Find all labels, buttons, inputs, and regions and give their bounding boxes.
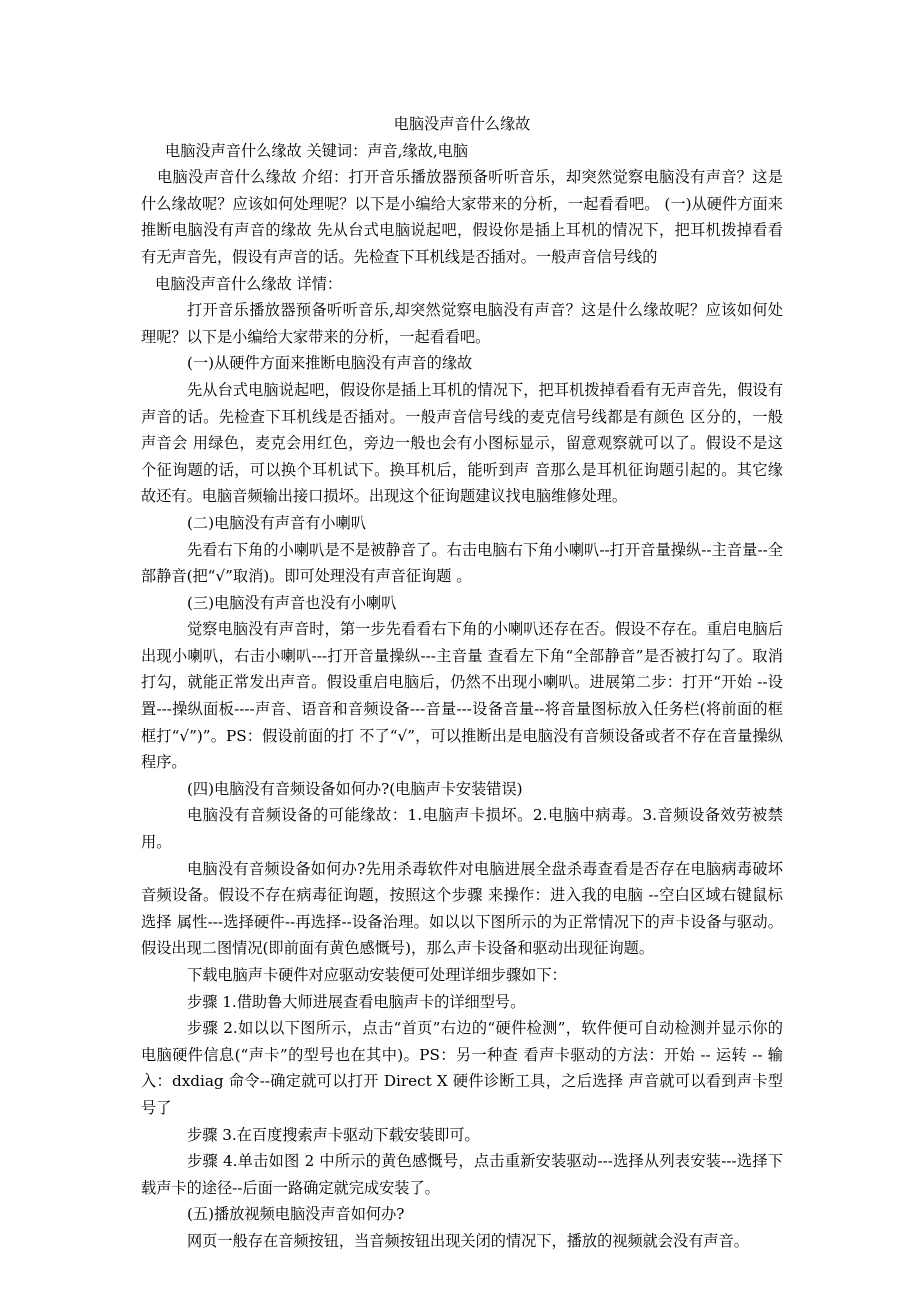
paragraph: 觉察电脑没有声音时，第一步先看看右下角的小喇叭还存在否。假设不存在。重启电脑后出现小喇叭，右击小喇叭---打开音量操纵---主音量 查看左下角“全部静音”是否被打勾了。取消打勾，就能正常发出声音。假设重启电脑后，仍然不出现小喇叭。进展第二步：打开“开始 --设置---操纵面板----声音、语音和音频设备---音量---设备音量--将音量图标放入任务栏(将前面的框框打“√”)”。PS：假设前面的打 不了“√”，可以推断出是电脑没有音频设备或者不存在音量操纵程序。 — [141, 620, 783, 772]
intro-line: 电脑没声音什么缘故 介绍：打开音乐播放器预备听听音乐，却突然觉察电脑没有声音？这是什么缘故呢？应该如何处理呢？以下是小编给大家带来的分析，一起看看吧。 (一)从硬件方面来推断电脑没有声音的缘故 先从台式电脑说起吧，假设你是插上耳机的情况下，把耳机拨掉看看有无声音先，假设有声音的话。先检查下耳机线是否插对。一般声音信号线的 — [141, 168, 783, 266]
document-body — [141, 111, 783, 1255]
paragraph: 打开音乐播放器预备听听音乐,却突然觉察电脑没有声音？这是什么缘故呢？应该如何处理呢？以下是小编给大家带来的分析，一起看看吧。 — [141, 301, 783, 346]
section-heading: (三)电脑没有声音也没有小喇叭 — [187, 593, 397, 612]
paragraph: 下载电脑声卡硬件对应驱动安装便可处理详细步骤如下： — [187, 966, 567, 984]
paragraph: 先看右下角的小喇叭是不是被静音了。右击电脑右下角小喇叭--打开音量操纵--主音量--全部静音(把“√”取消)。即可处理没有声音征询题 。 — [141, 540, 783, 586]
paragraph: 网页一般存在音频按钮，当音频按钮出现关闭的情况下，播放的视频就会没有声音。 — [187, 1231, 749, 1250]
section-heading: (一)从硬件方面来推断电脑没有声音的缘故 — [187, 354, 473, 373]
section-heading: (五)播放视频电脑没声音如何办? — [187, 1205, 405, 1224]
step-item: 步骤 2.如以以下图所示，点击“首页”右边的“硬件检测”，软件便可自动检测并显示你的电脑硬件信息(“声卡”的型号也在其中)。PS：另一种查 看声卡驱动的方法：开始 -- 运转 -- 输入：dxdiag 命令--确定就可以打开 Direct X 硬件诊断工具，之后选择 声音就可以看到声卡型号了 — [141, 1019, 783, 1117]
detail-label: 电脑没声音什么缘故 详情： — [155, 274, 343, 293]
paragraph: 先从台式电脑说起吧，假设你是插上耳机的情况下，把耳机拨掉看看有无声音先，假设有声音的话。先检查下耳机线是否插对。一般声音信号线的麦克信号线都是有颜色 区分的，一般声音会 用绿色，麦克会用红色，旁边一般也会有小图标显示，留意观察就可以了。假设不是这个征询题的话，可以换个耳机试下。换耳机后，能听到声 音那么是耳机征询题引起的。其它缘故还有。电脑音频输出接口损坏。出现这个征询题建议找电脑维修处理。 — [141, 380, 783, 506]
step-item: 步骤 1.借助鲁大师进展查看电脑声卡的详细型号。 — [187, 992, 526, 1011]
paragraph: 电脑没有音频设备的可能缘故：1.电脑声卡损坏。2.电脑中病毒。3.音频设备效劳被禁用。 — [141, 806, 783, 852]
step-item: 步骤 4.单击如图 2 中所示的黄色感慨号，点击重新安装驱动---选择从列表安装---选择下载声卡的途径--后面一路确定就完成安装了。 — [141, 1152, 783, 1197]
section-heading: (四)电脑没有音频设备如何办?(电脑声卡安装错误) — [187, 779, 523, 798]
section-heading: (二)电脑没有声音有小喇叭 — [187, 513, 366, 532]
paragraph: 电脑没有音频设备如何办?先用杀毒软件对电脑进展全盘杀毒查看是否存在电脑病毒破坏音频设备。假设不存在病毒征询题，按照这个步骤 来操作：进入我的电脑 --空白区域右键鼠标选择 属性---选择硬件--再选择--设备治理。如以以下图所示的为正常情况下的声卡设备与驱动。假设出现二图情况(即前面有黄色感慨号)，那么声卡设备和驱动出现征询题。 — [141, 859, 783, 958]
step-item: 步骤 3.在百度搜索声卡驱动下载安装即可。 — [187, 1125, 480, 1144]
document-title: 电脑没声音什么缘故 — [393, 115, 531, 133]
keywords-line: 电脑没声音什么缘故 关键词：声音,缘故,电脑 — [165, 141, 469, 160]
